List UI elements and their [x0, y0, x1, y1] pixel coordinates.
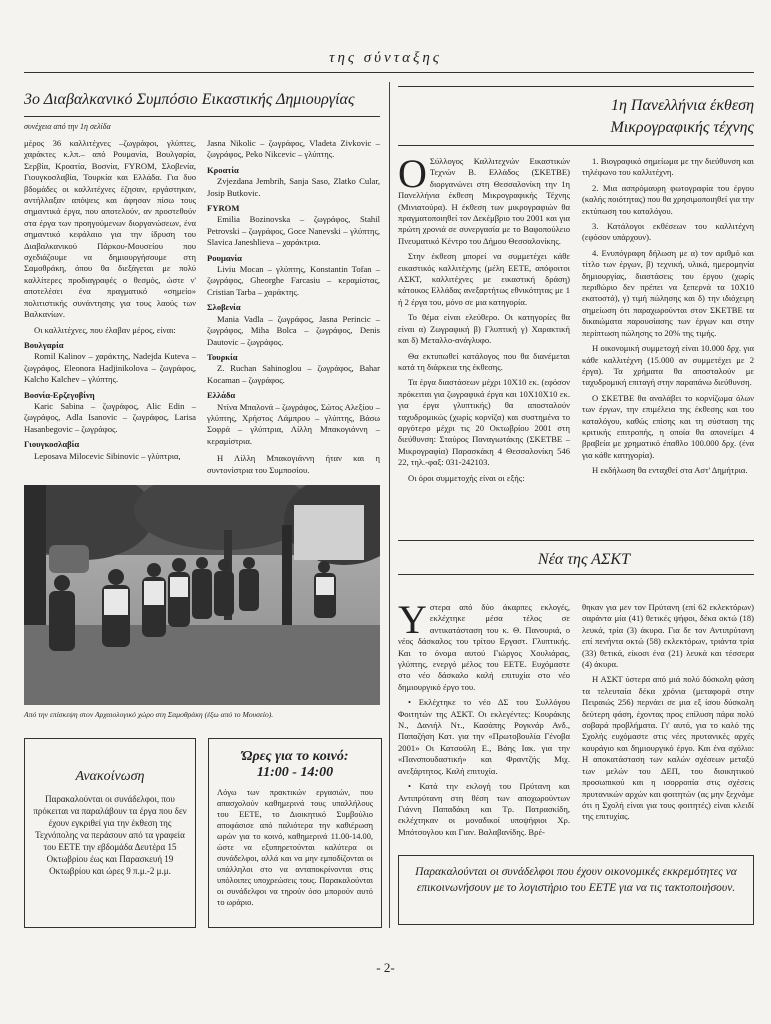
country-heading: FYROM [207, 203, 240, 214]
article2-para: Τα έργα διαστάσεων μέχρι 10Χ10 εκ. (εφόσον πρόκειται για ζωγραφικά έργα και 10Χ10Χ10 εκ. για έργα γλυπτικής) θα αποσταλούν ταχυδρομικώς (χωρίς κορνίζα) και συστημένα το αργότερο μέχρι τις 20 Οκτωβρίου 2001 στη διεύθυνση: Σταύρος Παναγιωτάκης (ΣΚΕΤΒΕ – Μικρογραφία) Παρασκάκη 4 Θεσσαλονίκη 546 22, τηλ.-φαξ: 031-242103. [398, 377, 570, 468]
column-divider [389, 82, 390, 928]
article2-column-2 [582, 156, 754, 481]
article3-para: • Κατά την εκλογή του Πρύτανη και Αντιπρύτανη στη θέση των αποχωρούντων Γιάννη Παπαδάκη και Τρ. Πατρασκίδη, εκλέχτηκαν οι μοναδικοί υποψήφιοι Χρ. Μπότσογλου και Γιαν. Βαλαβανίδης. Βρέ- [398, 781, 570, 837]
artist-list: Ντίνα Μπαλονά – ζωγράφος, Σώτος Αλεξίου – γλύπτης, Χρήστος Λάμπρου – γλύπτης, Βάσω Σοφρά – γλύπτρια, Λίλλη Μπακογιάννη – κεραμίστρια. [207, 401, 380, 446]
artist-list: Liviu Mocan – γλύπτης, Konstantin Tofan – ζωγράφος, Gheorghe Farcasiu – κεραμίστας, Cristian Tarba – χαράκτης. [207, 264, 380, 297]
country-heading: Σλοβενία [207, 302, 241, 313]
country-heading: Τουρκία [207, 351, 238, 362]
office-hours-box [208, 738, 382, 928]
country-heading: Ελλάδα [207, 390, 236, 401]
article2-para: Σύλλογος Καλλιτεχνών Εικαστικών Τεχνών Β. Ελλάδος (ΣΚΕΤΒΕ) διοργανώνει στη Θεσσαλονίκη την 1η Πανελλήνια έκθεση Μικρογραφικής Τέχνης (Μινιατούρα). Η έκθεση των μικρογραφιών θα πραγματοποιηθεί τον Δεκέμβριο του 2001 και για πρώτη χρονιά σε συνεργασία με το Βαφοπούλειο Πνευματικό Κέντρο του Δήμου Θεσσαλονίκης. [398, 156, 570, 246]
group-photo-image [24, 485, 380, 705]
group-photo [24, 485, 380, 705]
office-hours-text: Λόγω των πρακτικών εργασιών, που απασχολούν καθημερινά τους υπαλλήλους του ΕΕΤΕ, το Διοικητικό Συμβούλιο αποφάσισε από παλιότερα την καθιέρωση ωρών για το κοινό, καθημερινά 11.00-14.00, ώστε να εξυπηρετούνται καλύτερα οι συνάδελφοι, αλλά και να μην εμποδίζονται οι υπάλληλοι στο να ανταποκρίνονται στις υπόλοιπες υποχρεώσεις τους. Παρακαλούνται οι συνάδελφοι να τηρούν όσο μπορούν αυτό το ωράριο. [217, 788, 373, 907]
announcement-text: Παρακαλούνται οι συνάδελφοι, που πρόκειται να παραλάβουν τα έργα που δεν έχουν εγκριθεί για την έκθεση της Τεχνόπολης να περάσουν από τα γραφεία του ΕΕΤΕ την εβδομάδα Δευτέρα 15 Οκτωβρίου έως και Παρασκευή 19 Οκτωβρίου και ώρες 9 π.μ.-2 μ.μ. [33, 794, 187, 876]
article1-column-2 [207, 138, 380, 480]
artist-list: Mania Vadla – ζωγράφος, Jasna Perincic – ζωγράφος, Miha Bolca – ζωγράφος, Denis Dautovic – ζωγράφος. [207, 313, 380, 347]
office-hours-time: 11:00 - 14:00 [256, 765, 334, 780]
article1-para1: μέρος 36 καλλιτέχνες –ζωγράφοι, γλύπτες, χαράκτες κ.λπ.– από Ρουμανία, Βουλγαρία, Σερβία, Κροατία, Βοσνία, FYROM, Σλοβενία, Γιουγκοσλαβία, Τουρκία και Ελλάδα. Για δυο βδομάδες οι καλλιτέχνες έζησαν, εργάστηκαν, αντήλλαξαν απόψεις και άφησαν πίσω τους σημαντικά έργα, που αποτελούν, αν προστεθούν στα έργα των προηγούμενων διοργανώσεων, ένα σημαντικό κεφάλαιο για την ίδρυση του Διαβαλκανικού Πάρκου-Μουσείου που σχεδιάζουμε να δημιουργήσουμε στη Σαμοθράκη, όπου θα διεξάγεται με πολύ καλλίτερες προδιαγραφές ο θεσμός, ώστε ν' αποτελέσει ένα πραγματικό «σημείο» πολιτιστικής συνάντησης για τους λαούς των Βαλκανίων. [24, 138, 196, 320]
article2-para: Ο ΣΚΕΤΒΕ θα αναλάβει το κορνίζωμα όλων των έργων, την επιμέλεια της έκθεσης και του καταλόγου, καθώς επίσης και τη σύσταση της κριτικής επιτροπής, η οποία θα απονείμει 4 βραβεία με χρηματικό έπαθλο 100.000 δρχ. (ένα για κάθε κατηγορία). [582, 392, 754, 460]
artist-list: Emilia Bozinovska – ζωγράφος, Stahil Petrovski – ζωγράφος, Goce Nanevski – γλύπτης, Slavica Janeshlieva – χαράκτρια. [207, 214, 380, 248]
article3-column-2 [582, 602, 754, 827]
article2-para: Η οικονομική συμμετοχή είναι 10.000 δρχ. για κάθε καλλιτέχνη (15.000 αν συμμετέχει με 2 έργα). Τα χρήματα θα αποσταλούν με ταχυδρομική επιταγή στην παραπάνω διεύθυνση. [582, 343, 754, 388]
article3-para: Η ΑΣΚΤ ύστερα από μιά πολύ δύσκολη φάση τα τελευταία δέκα χρόνια (μεταφορά στην Πειραιώς 256) περνάει σε μια εξ ίσου δύσκολη δεύτερη φάση, έχοντας προς επίλυση πάρα πολύ σοβαρά προβλήματα. Γι' αυτό, για το καλό της Σχολής ευχόμαστε στις νέες πρυτανικές αρχές κουράγιο και δημιουργικό έργο. Και ένα σχόλιο: Η αποκατάσταση των καλών σχέσεων μεταξύ των μελών του ΔΕΠ, του διοικητικού προσωπικού και η ισορροπία στις σχέσεις πρυτανικών αρχών και φοιτητών (ας μην ξεχνάμε ότι η Σχολή είναι για τους φοιτητές) είναι κλειδί της επιτυχίας. [582, 674, 754, 822]
financial-notice-box [398, 855, 754, 925]
page-number: - 2- [376, 960, 395, 975]
article2-top-rule [398, 86, 754, 87]
requirement-item: 2. Μια ασπρόμαυρη φωτογραφία του έργου (καλής ποιότητας) που θα χρησιμοποιηθεί για την εκτύπωση του καταλόγου. [582, 182, 754, 216]
article2-title-line2: Μικρογραφικής τέχνης [610, 119, 754, 136]
article3-para: θηκαν για μεν τον Πρύτανη (επί 62 εκλεκτόρων) σαράντα μία (41) θετικές ψήφοι, δέκα οκτώ (18) λευκά, τρία (3) άκυρα. Για δε τον Αντιπρύτανη επί πενήντα οκτώ (58) εκλεκτόρων, τριάντα τρία (33) θετικά, είκοσι ένα (21) λευκά και τέσσερα (4) άκυρα. [582, 602, 754, 670]
requirement-item: 4. Ενυπόγραφη δήλωση με α) τον αριθμό και τίτλο των έργων, β) τεχνική, υλικά, ημερομηνία δημιουργίας, διαστάσεις του έργου (χωρίς περιθώριο δεν πρέπει να ξεπερνά τα 10Χ10 εκατοστά), γ) τιμή πώλησης και δ) την ιδιόχειρη σημείωση ότι παραχωρούνται στον ΣΚΕΤΒΕ τα δικαιώματα παρουσίασης των έργων και στην περίπτωση πώλησης το 20% της τιμής. [582, 247, 754, 338]
article3-top-rule [398, 540, 754, 541]
article2-dropcap: Ο [398, 151, 427, 196]
article1-title: 3ο Διαβαλκανικό Συμπόσιο Εικαστικής Δημιουργίας [24, 91, 355, 108]
artist-list: Z. Ruchan Sahinoglou – ζωγράφος, Bahar Kocaman – ζωγράφος. [207, 363, 380, 385]
article2-para: Η εκδήλωση θα ενταχθεί στα Αστ' Δημήτρια. [592, 465, 748, 476]
article2-para: Οι όροι συμμετοχής είναι οι εξής: [408, 472, 525, 483]
article3-para: στερα από δύο άκαρπες εκλογές, εκλέχτηκε μέσα τέλος σε αντικατάσταση του κ. Θ. Πανουριά, ο νέος δάσκαλος του τρίτου Εργαστ. Γλυπτικής. Και το όνομα αυτού Γιώργος Χουλιάρας, γλύπτης, ενεργό μέλος του ΕΕΤΕ. Ευχόμαστε στο νέο δάσκαλο καλή επιτυχία στο νέο δημιουργικό έργο του. [398, 602, 570, 692]
article2-title-line1: 1η Πανελλήνια έκθεση [610, 97, 754, 114]
artist-list: Karic Sabina – ζωγράφος, Alic Edin – ζωγράφος, Adla Isanovic – ζωγράφος, Larisa Hasanbegovic – ζωγράφος. [24, 400, 196, 434]
article3-rule [398, 574, 754, 575]
country-heading: Ρουμανία [207, 252, 242, 263]
article3-title: Νέα της ΑΣΚΤ [537, 551, 630, 568]
header-rule [24, 72, 754, 73]
article2-column-1 [398, 151, 570, 488]
article2-para: Στην έκθεση μπορεί να συμμετέχει κάθε εικαστικός καλλιτέχνης (μέλη ΕΕΤΕ, απόφοιτοι ΑΣΚΤ, καλλιτέχνες με εικαστική δράση) κάτοικος Ελλάδας ανεξαρτήτως εθνικότητας με 1 ή 2 έργα του, μόνο σε μια κατηγορία. [398, 251, 570, 307]
office-hours-title: Ώρες για το κοινό: [241, 749, 349, 764]
artist-list: Leposava Milocevic Sibinovic – γλύπτρια, [34, 450, 181, 461]
article1-closing: Η Λίλλη Μπακογιάννη ήταν και η συντονίστρια του Συμποσίου. [207, 453, 380, 475]
article1-rule [24, 116, 380, 117]
country-heading: Κροατία [207, 164, 239, 175]
article3-column-1 [398, 597, 570, 842]
country-heading: Βουλγαρία [24, 339, 64, 350]
announcement-box [24, 738, 196, 928]
country-heading: Γιουγκοσλαβία [24, 439, 80, 450]
article3-dropcap: Υ [398, 597, 427, 642]
requirement-item: 3. Κατάλογοι εκθέσεων του καλλιτέχνη (εφόσον υπάρχουν). [582, 221, 754, 243]
artist-list: Zvjezdana Jembrih, Sanja Saso, Zlatko Cular, Josip Butkovic. [207, 176, 380, 198]
artist-list: Romil Kalinov – χαράκτης, Nadejda Kuteva – ζωγράφος, Eleonora Hadjinikolova – ζωγράφος, Kalcho Kalchev – γλύπτης. [24, 351, 196, 385]
article2-rule [398, 145, 754, 146]
article3-para: • Εκλέχτηκε το νέο ΔΣ του Συλλόγου Φοιτητών της ΑΣΚΤ. Οι εκλεγέντες: Κουράκης Ν., Δανιήλ Ντ., Κασάπης Ρογκνάρ Ανδ., Παπαζήση Κατ. για την «Πρωτοβουλία Γένοβα 2001» Οι Κατσούλη Ε., Βάης Ιακ. για την «Πανσπουδαστική» και Φραντζής Μιχ. ανεξάρτητος. Καλή επιτυχία. [398, 697, 570, 776]
section-header: της σύνταξης [329, 50, 442, 66]
article2-para: Το θέμα είναι ελεύθερο. Οι κατηγορίες θα είναι α) Ζωγραφική β) Γλυπτική γ) Χαρακτική και δ) Μεταλλο-ανάγλυφο. [398, 312, 570, 346]
announcement-title: Ανακοίνωση [75, 769, 145, 784]
financial-notice-text: Παρακαλούνται οι συνάδελφοι που έχουν οικονομικές εκκρεμότητες να επικοινωνήσουν με το λογιστήριο του ΕΕΤΕ για να τις τακτοποιήσουν. [415, 866, 737, 894]
article1-continued: συνέχεια από την 1η σελίδα [24, 122, 111, 131]
country-heading: Βοσνία-Ερζεγοβίνη [24, 389, 95, 400]
artist-list: Jasna Nikolic – ζωγράφος, Vladeta Zivkovic – ζωγράφος, Peko Nikcevic – γλύπτης. [207, 138, 380, 160]
article2-para: Θα εκτυπωθεί κατάλογος που θα διανέμεται κατά τη διάρκεια της έκθεσης. [398, 350, 570, 372]
photo-caption: Από την επίσκεψη στον Αρχαιολογικό χώρο στη Σαμοθράκη (έξω από το Μουσείο). [24, 710, 274, 719]
article1-para2: Οι καλλιτέχνες, που έλαβαν μέρος, είναι: [34, 324, 176, 335]
requirement-item: 1. Βιογραφικό σημείωμα με την διεύθυνση και τηλέφωνο του καλλιτέχνη. [582, 156, 754, 178]
article1-column-1 [24, 138, 196, 466]
